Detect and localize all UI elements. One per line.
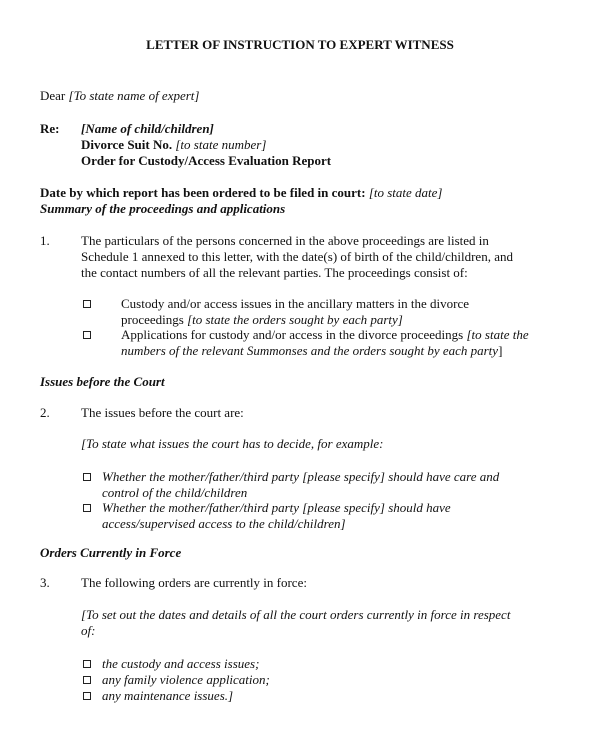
- para1-bullet2-line2: numbers of the relevant Summonses and the orders sought by each party]: [121, 343, 503, 358]
- checkbox-7: [83, 688, 93, 704]
- re-order: Order for Custody/Access Evaluation Report: [81, 153, 332, 168]
- para1-number: 1.: [40, 233, 50, 248]
- checkbox-5: [83, 656, 93, 672]
- para1-bullet1-line1: Custody and/or access issues in the ancillary matters in the divorce: [121, 296, 470, 311]
- checkbox-1: [83, 296, 93, 312]
- section-summary-heading: Summary of the proceedings and applications: [40, 201, 286, 216]
- document-title: LETTER OF INSTRUCTION TO EXPERT WITNESS: [146, 37, 454, 52]
- para2-text: The issues before the court are:: [81, 405, 244, 420]
- checkbox-icon: [83, 676, 91, 684]
- para1-line3: the contact numbers of all the relevant parties. The proceedings consist of:: [81, 265, 468, 280]
- expert-name-placeholder: [To state name of expert]: [68, 88, 200, 103]
- salutation-prefix: Dear: [40, 88, 69, 103]
- para1-line1: The particulars of the persons concerned in the above proceedings are listed in: [81, 233, 489, 248]
- para2-number: 2.: [40, 405, 50, 420]
- re-child-name: [Name of child/children]: [81, 121, 214, 136]
- para3-text: The following orders are currently in force:: [81, 575, 307, 590]
- checkbox-icon: [83, 331, 91, 339]
- checkbox-icon: [83, 473, 91, 481]
- checkbox-2: [83, 327, 93, 343]
- para3-bullet2: any family violence application;: [102, 672, 270, 687]
- re-divorce-suit: Divorce Suit No. [to state number]: [81, 137, 267, 152]
- checkbox-icon: [83, 660, 91, 668]
- checkbox-6: [83, 672, 93, 688]
- para3-bullet3: any maintenance issues.]: [102, 688, 234, 703]
- para1-bullet2-line1: Applications for custody and/or access in the divorce proceedings [to state the: [121, 327, 529, 342]
- para3-note-line2: of:: [81, 623, 96, 638]
- para1-line2: Schedule 1 annexed to this letter, with the date(s) of birth of the child/children, and: [81, 249, 513, 264]
- para2-note: [To state what issues the court has to decide, for example:: [81, 436, 384, 451]
- checkbox-3: [83, 469, 93, 485]
- checkbox-icon: [83, 692, 91, 700]
- para3-bullet1: the custody and access issues;: [102, 656, 260, 671]
- report-date-placeholder: [to state date]: [368, 185, 443, 200]
- report-date-line: Date by which report has been ordered to be filed in court: [to state date]: [40, 185, 443, 200]
- para1-bullet1-line2: proceedings [to state the orders sought by each party]: [121, 312, 403, 327]
- re-label: Re:: [40, 121, 60, 136]
- section-issues-heading: Issues before the Court: [40, 374, 165, 389]
- checkbox-icon: [83, 504, 91, 512]
- checkbox-4: [83, 500, 93, 516]
- para3-note-line1: [To set out the dates and details of all the court orders currently in force in respect: [81, 607, 511, 622]
- para2-bullet1-line2: control of the child/children: [102, 485, 248, 500]
- para2-bullet2-line2: access/supervised access to the child/children]: [102, 516, 346, 531]
- checkbox-icon: [83, 300, 91, 308]
- para2-bullet1-line1: Whether the mother/father/third party [please specify] should have care and: [102, 469, 500, 484]
- salutation: [40, 88, 199, 104]
- para3-number: 3.: [40, 575, 50, 590]
- section-orders-heading: Orders Currently in Force: [40, 545, 182, 560]
- suit-number-placeholder: [to state number]: [175, 137, 267, 152]
- para2-bullet2-line1: Whether the mother/father/third party [please specify] should have: [102, 500, 451, 515]
